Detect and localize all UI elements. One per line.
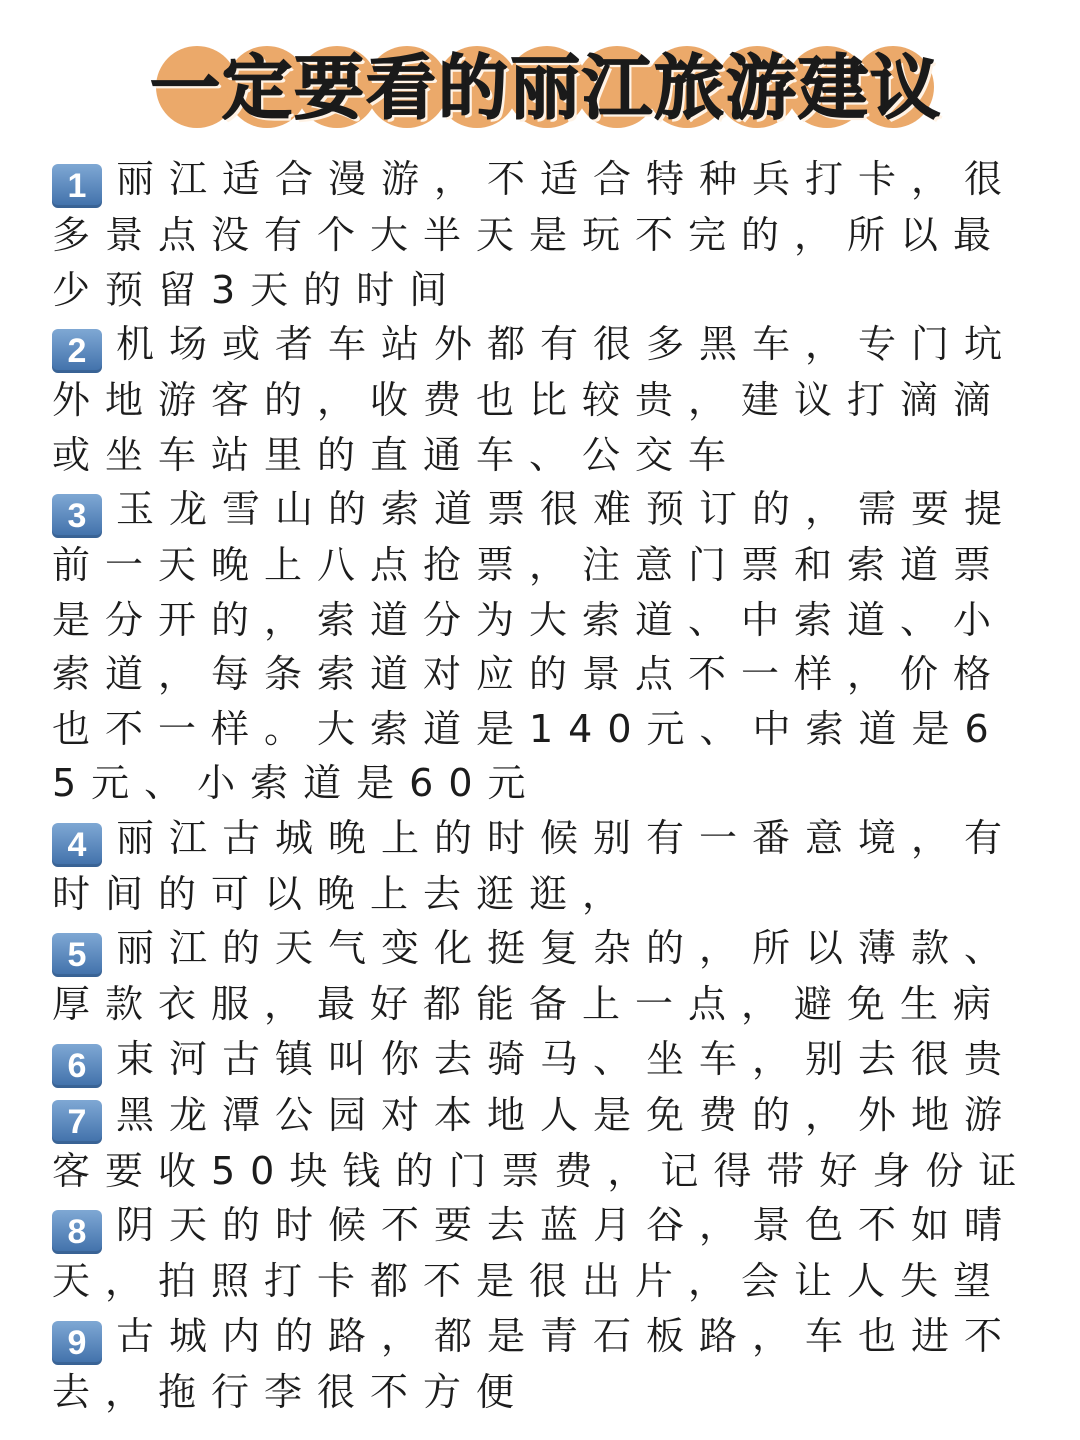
tip-text: 束河古镇叫你去骑马、坐车，别去很贵 xyxy=(116,1036,1018,1081)
tip-item xyxy=(52,811,1042,922)
tip-item xyxy=(52,1088,1042,1199)
number-badge-icon: 8 xyxy=(52,1210,102,1254)
number-badge-icon: 3 xyxy=(52,494,102,538)
tip-item xyxy=(52,152,1042,317)
tip-item xyxy=(52,1309,1042,1420)
tip-text: 古城内的路，都是青石板路，车也进不去，拖行李很不方便 xyxy=(52,1313,1018,1414)
title-banner xyxy=(150,40,940,136)
tip-text: 丽江的天气变化挺复杂的，所以薄款、厚款衣服，最好都能备上一点，避免生病 xyxy=(52,926,1018,1026)
tip-item xyxy=(52,1032,1042,1088)
tip-text: 丽江适合漫游，不适合特种兵打卡，很多景点没有个大半天是玩不完的，所以最少预留3天的时间 xyxy=(52,157,1018,312)
tip-item xyxy=(52,482,1042,811)
number-badge-icon: 9 xyxy=(52,1321,102,1365)
tip-text: 阴天的时候不要去蓝月谷，景色不如晴天，拍照打卡都不是很出片，会让人失望 xyxy=(52,1203,1018,1303)
number-badge-icon: 1 xyxy=(52,164,102,208)
page-title: 一定要看的丽江旅游建议 xyxy=(150,47,942,129)
tip-text: 玉龙雪山的索道票很难预订的，需要提前一天晚上八点抢票，注意门票和索道票是分开的，索道分为大索道、中索道、小索道，每条索道对应的景点不一样，价格也不一样。大索道是140元、中索道是65元、小索道是60元 xyxy=(52,487,1018,805)
tip-item xyxy=(52,317,1042,482)
tip-item xyxy=(52,921,1042,1032)
number-badge-icon: 5 xyxy=(52,933,102,977)
tip-text: 黑龙潭公园对本地人是免费的，外地游客要收50块钱的门票费，记得带好身份证 xyxy=(52,1092,1032,1193)
tip-text: 机场或者车站外都有很多黑车，专门坑外地游客的，收费也比较贵，建议打滴滴或坐车站里的直通车、公交车 xyxy=(52,322,1018,477)
number-badge-icon: 6 xyxy=(52,1044,102,1088)
tip-text: 丽江古城晚上的时候别有一番意境，有时间的可以晚上去逛逛， xyxy=(52,815,1018,916)
tip-item xyxy=(52,1198,1042,1309)
number-badge-icon: 4 xyxy=(52,823,102,867)
tips-list xyxy=(52,152,1042,1419)
number-badge-icon: 7 xyxy=(52,1100,102,1144)
number-badge-icon: 2 xyxy=(52,329,102,373)
